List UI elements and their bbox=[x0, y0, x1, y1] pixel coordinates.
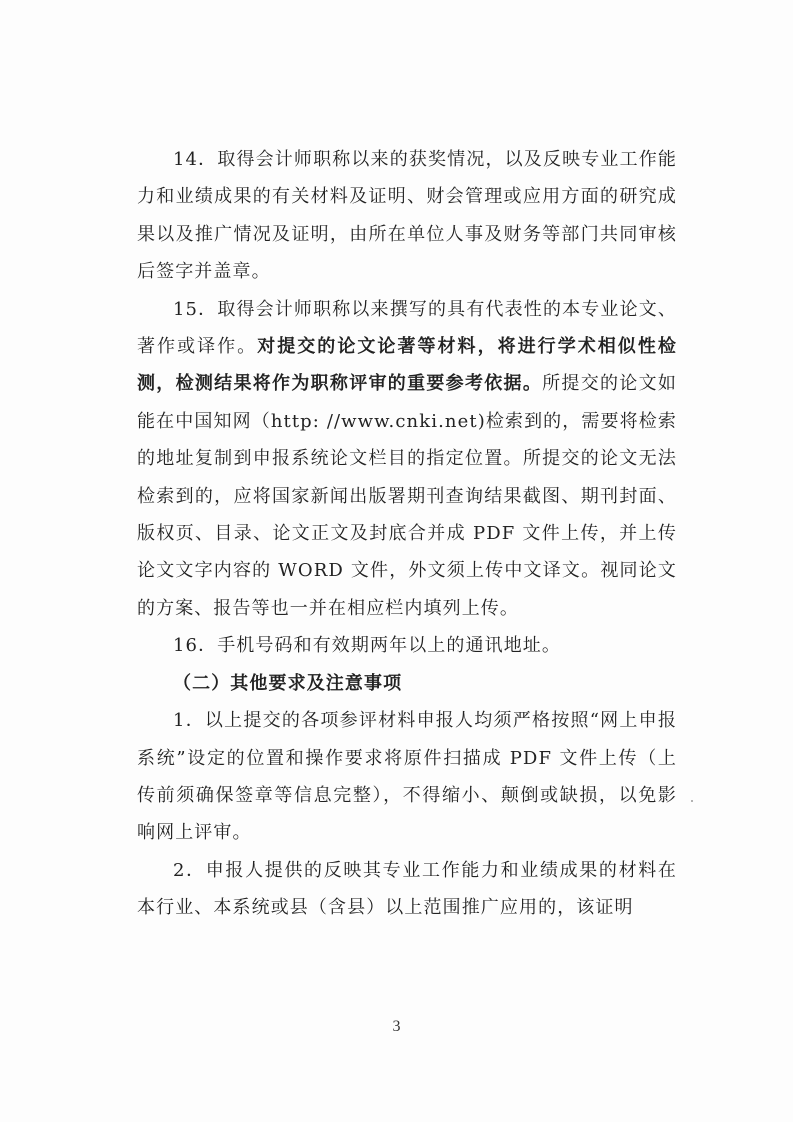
requirement-item-2-text: 2．申报人提供的反映其专业工作能力和业绩成果的材料在本行业、本系统或县（含县）以上范围推广应用的，该证明 bbox=[137, 859, 677, 919]
paragraph-item-14 bbox=[137, 141, 677, 291]
requirement-item-2 bbox=[137, 852, 677, 927]
paragraph-item-14-text: 14．取得会计师职称以来的获奖情况，以及反映专业工作能力和业绩成果的有关材料及证明、财会管理或应用方面的研究成果以及推广情况及证明，由所在单位人事及财务等部门共同审核后签字并盖章。 bbox=[137, 149, 677, 283]
paragraph-item-15-bold-notice: 对提交的论文论著等材料，将进行学术相似性检测，检测结果将作为职称评审的重要参考依据。 bbox=[137, 336, 677, 395]
paragraph-item-16 bbox=[137, 627, 677, 664]
paragraph-item-15-text: 15．取得会计师职称以来撰写的具有代表性的本专业论文、著作或译作。 bbox=[137, 298, 677, 358]
paragraph-item-16-text: 16．手机号码和有效期两年以上的通讯地址。 bbox=[173, 635, 562, 657]
scan-speck bbox=[691, 800, 693, 802]
paragraph-item-15-details: 所提交的论文如能在中国知网（http: //www.cnki.net)检索到的，需要将检索的地址复制到申报系统论文栏目的指定位置。所提交的论文无法检索到的，应将国家新闻出版署期刊查询结果截图、期刊封面、版权页、目录、论文正文及封底合并成 PDF 文件上传，并上传论文文字内容的 WORD 文件，外文须上传中文译文。视同论文的方案、报告等也一并在相应栏内填列上传。 bbox=[137, 373, 677, 619]
page-number: 3 bbox=[392, 1018, 401, 1035]
section-heading-other-requirements bbox=[137, 665, 677, 702]
requirement-item-1 bbox=[137, 702, 677, 852]
paragraph-item-15 bbox=[137, 291, 677, 628]
requirement-item-1-text: 1．以上提交的各项参评材料申报人均须严格按照“网上申报系统”设定的位置和操作要求将原件扫描成 PDF 文件上传（上传前须确保签章等信息完整），不得缩小、颠倒或缺损，以免影响网上评审。 bbox=[137, 710, 677, 844]
section-heading-text: （二）其他要求及注意事项 bbox=[173, 672, 403, 694]
document-body bbox=[137, 141, 677, 927]
